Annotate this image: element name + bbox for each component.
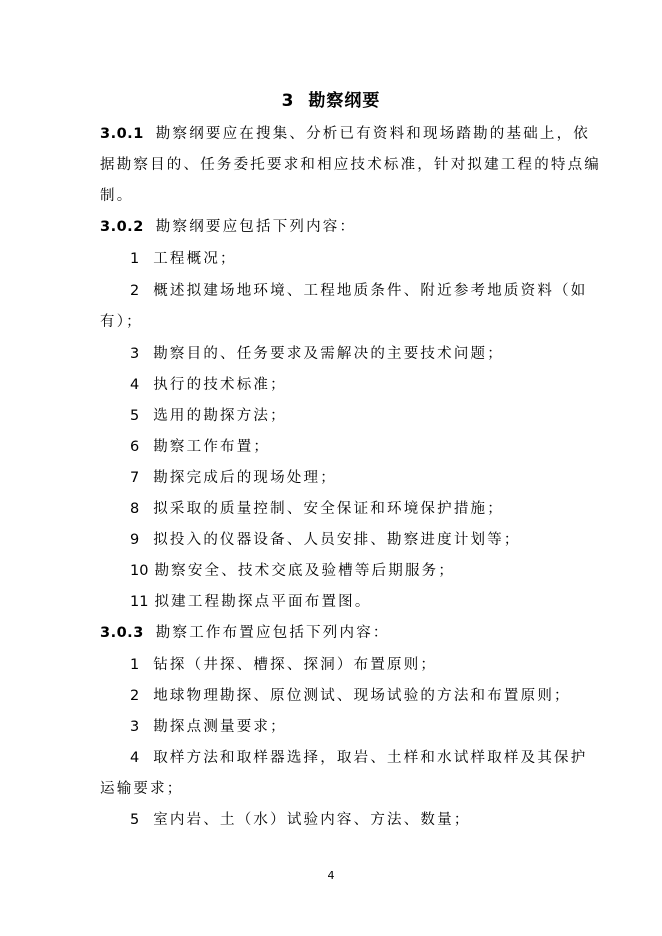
item-text: 选用的勘探方法； bbox=[153, 408, 287, 424]
list-item bbox=[130, 655, 437, 675]
item-number: 3 bbox=[130, 719, 140, 735]
item-text: 概述拟建场地环境、工程地质条件、附近参考地质资料（如 bbox=[153, 283, 588, 299]
list-item bbox=[130, 437, 270, 457]
section-number: 3 bbox=[281, 91, 295, 111]
item-text: 拟投入的仪器设备、人员安排、勘察进度计划等； bbox=[153, 532, 521, 548]
list-item bbox=[130, 561, 455, 581]
list-item bbox=[130, 468, 337, 488]
list-item bbox=[130, 530, 521, 550]
item-number: 3 bbox=[130, 346, 140, 362]
clause-text: 勘察纲要应包括下列内容： bbox=[155, 219, 357, 235]
item-number: 5 bbox=[130, 408, 140, 424]
clause-3-0-3 bbox=[100, 623, 390, 643]
item-number: 4 bbox=[130, 750, 140, 766]
list-item bbox=[130, 281, 587, 301]
list-item bbox=[130, 249, 237, 269]
clause-number: 3.0.2 bbox=[100, 219, 144, 235]
item-number: 2 bbox=[130, 283, 140, 299]
item-continuation: 有）； bbox=[100, 314, 143, 330]
clause-text-line: 据勘察目的、任务委托要求和相应技术标准，针对拟建工程的特点编 bbox=[100, 157, 601, 173]
item-text: 拟采取的质量控制、安全保证和环境保护措施； bbox=[153, 501, 504, 517]
item-text: 勘探完成后的现场处理； bbox=[153, 470, 337, 486]
list-item bbox=[130, 375, 287, 395]
item-text: 室内岩、土（水）试验内容、方法、数量； bbox=[153, 812, 471, 828]
item-number: 8 bbox=[130, 501, 140, 517]
item-text: 拟建工程勘探点平面布置图。 bbox=[154, 594, 372, 610]
item-continuation: 运输要求； bbox=[100, 781, 184, 797]
clause-number: 3.0.3 bbox=[100, 625, 144, 641]
item-number: 2 bbox=[130, 688, 140, 704]
page-number: 4 bbox=[327, 869, 335, 882]
list-item bbox=[130, 748, 587, 768]
clause-3-0-1 bbox=[100, 124, 590, 144]
item-text: 勘察目的、任务要求及需解决的主要技术问题； bbox=[153, 346, 504, 362]
clause-3-0-2 bbox=[100, 217, 356, 237]
item-text: 取样方法和取样器选择，取岩、土样和水试样取样及其保护 bbox=[153, 750, 588, 766]
item-number: 7 bbox=[130, 470, 140, 486]
clause-text: 勘察工作布置应包括下列内容： bbox=[155, 625, 390, 641]
item-text: 地球物理勘探、原位测试、现场试验的方法和布置原则； bbox=[153, 688, 571, 704]
item-number: 6 bbox=[130, 439, 140, 455]
item-number: 4 bbox=[130, 377, 140, 393]
list-item bbox=[130, 406, 287, 426]
item-text: 钻探（井探、槽探、探洞）布置原则； bbox=[153, 657, 438, 673]
item-number: 11 bbox=[130, 594, 149, 610]
item-text: 执行的技术标准； bbox=[153, 377, 287, 393]
section-title: 勘察纲要 bbox=[308, 91, 381, 111]
list-item bbox=[130, 344, 504, 364]
clause-text: 勘察纲要应在搜集、分析已有资料和现场踏勘的基础上，依 bbox=[155, 126, 590, 142]
clause-number: 3.0.1 bbox=[100, 126, 144, 142]
item-text: 工程概况； bbox=[153, 251, 237, 267]
item-number: 1 bbox=[130, 657, 140, 673]
item-number: 5 bbox=[130, 812, 140, 828]
list-item bbox=[130, 686, 571, 706]
item-number: 1 bbox=[130, 251, 140, 267]
section-heading bbox=[0, 86, 662, 111]
clause-text-line: 制。 bbox=[100, 188, 134, 204]
list-item bbox=[130, 810, 471, 830]
list-item bbox=[130, 592, 372, 612]
item-number: 9 bbox=[130, 532, 140, 548]
list-item bbox=[130, 499, 504, 519]
item-number: 10 bbox=[130, 563, 149, 579]
item-text: 勘察工作布置； bbox=[153, 439, 271, 455]
item-text: 勘探点测量要求； bbox=[153, 719, 287, 735]
list-item bbox=[130, 717, 287, 737]
item-text: 勘察安全、技术交底及验槽等后期服务； bbox=[154, 563, 456, 579]
